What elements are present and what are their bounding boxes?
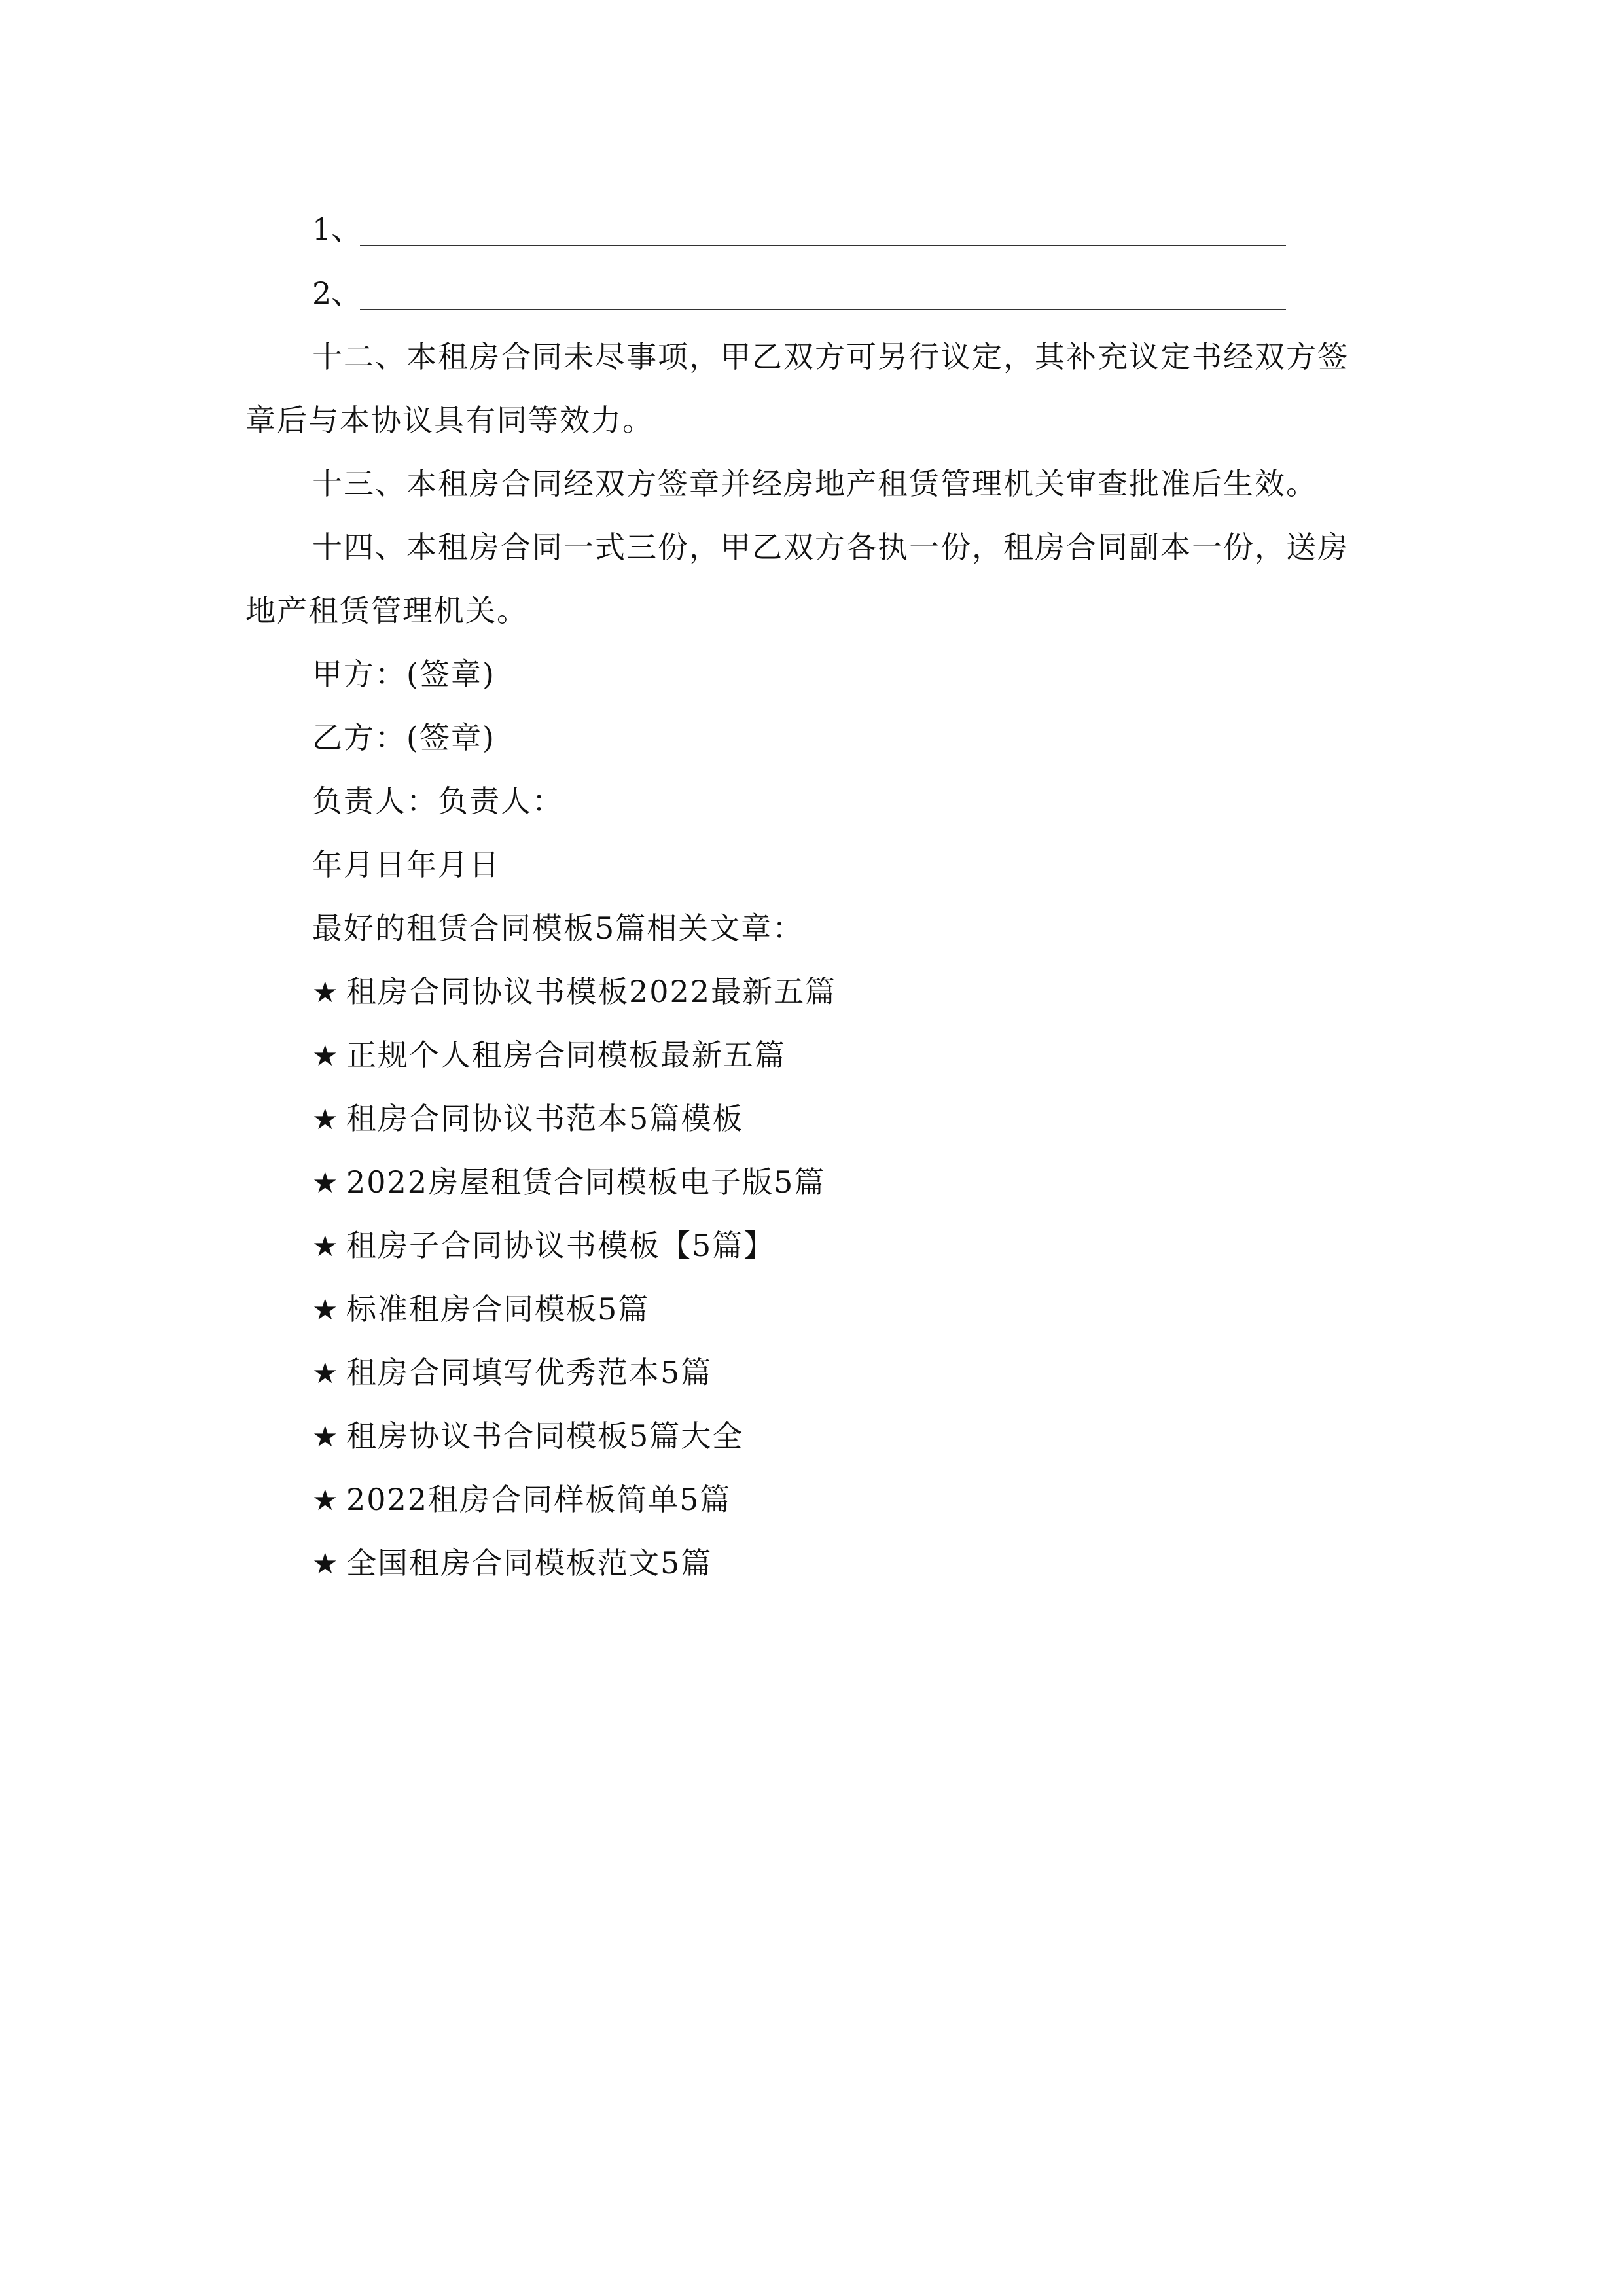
signature-date: 年月日年月日 [312,847,501,882]
related-link[interactable] [312,1291,650,1327]
responsible-person: 负责人：负责人： [312,783,563,819]
star-icon: ★ [312,1484,340,1517]
star-icon: ★ [312,1293,340,1327]
clause-14-line-1: 十四、本租房合同一式三份，甲乙双方各执一份，租房合同副本一份，送房 [312,529,1349,565]
blank-line-1 [312,211,1294,253]
related-link-label: 全国租房合同模板范文5篇 [346,1545,713,1581]
clause-12-line-1: 十二、本租房合同未尽事项，甲乙双方可另行议定，其补充议定书经双方签 [312,339,1349,374]
related-link-label: 2022房屋租赁合同模板电子版5篇 [346,1164,826,1200]
related-link-label: 租房协议书合同模板5篇大全 [346,1418,744,1454]
related-link[interactable] [312,1357,712,1388]
star-icon: ★ [312,1166,340,1200]
clause-12-line-2: 章后与本协议具有同等效力。 [245,403,654,438]
star-icon: ★ [312,1039,340,1073]
star-icon: ★ [312,1357,340,1390]
star-icon: ★ [312,1420,340,1454]
clause-14-line-2: 地产租赁管理机关。 [245,593,528,628]
related-link[interactable] [312,1164,826,1200]
star-icon: ★ [312,976,340,1009]
blank-rule [360,309,1286,310]
related-link[interactable] [312,1103,743,1134]
related-link-label: 正规个人租房合同模板最新五篇 [346,1037,786,1073]
star-icon: ★ [312,1547,340,1581]
related-link-label: 租房合同协议书模板2022最新五篇 [346,974,837,1009]
related-link-label: 标准租房合同模板5篇 [346,1291,650,1327]
related-link-label: 租房合同填写优秀范本5篇 [346,1355,713,1390]
party-a-signature: 甲方：(签章) [312,656,495,692]
star-icon: ★ [312,1230,340,1263]
blank-line-2 [312,278,1294,317]
related-link[interactable] [312,1545,713,1581]
related-link[interactable] [312,974,837,1009]
related-link-label: 租房子合同协议书模板【5篇】 [346,1228,776,1263]
party-b-signature: 乙方：(签章) [312,720,495,755]
blank-number: 2、 [312,276,362,311]
blank-number: 1、 [312,211,362,247]
related-link[interactable] [312,1037,786,1073]
related-link[interactable] [312,1484,731,1515]
related-articles-heading: 最好的租赁合同模板5篇相关文章： [312,910,804,946]
related-link-label: 2022租房合同样板简单5篇 [346,1482,732,1517]
clause-13: 十三、本租房合同经双方签章并经房地产租赁管理机关审查批准后生效。 [312,466,1317,501]
star-icon: ★ [312,1103,340,1136]
blank-rule [360,245,1286,246]
related-link-label: 租房合同协议书范本5篇模板 [346,1101,744,1136]
related-link[interactable] [312,1418,744,1454]
related-link[interactable] [312,1230,775,1261]
